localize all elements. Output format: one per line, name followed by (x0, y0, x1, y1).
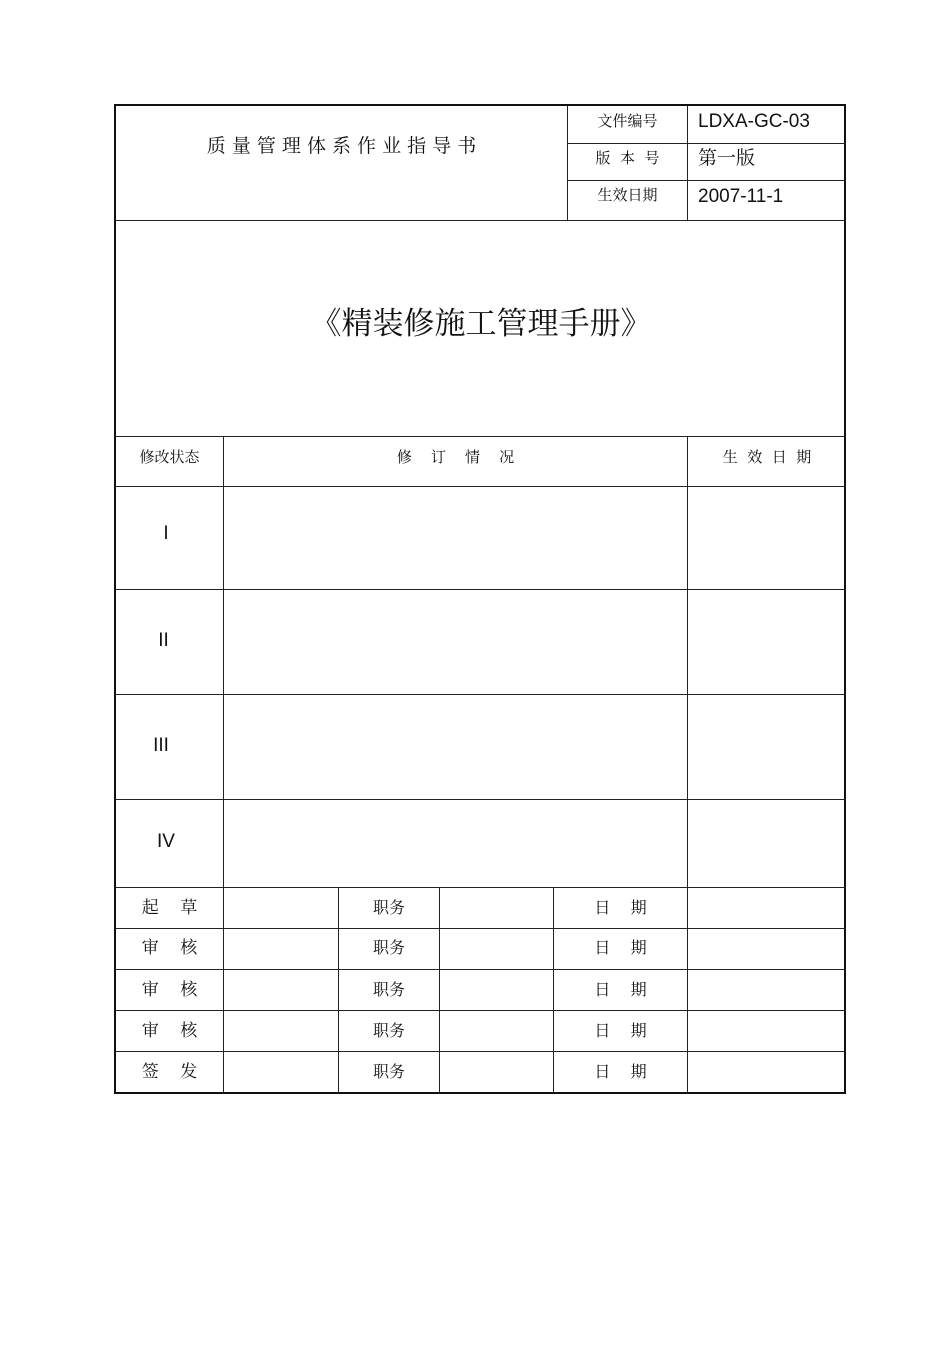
signoff-row1-divider (116, 928, 846, 929)
version-label: 版 本 号 (595, 148, 660, 167)
document-form (114, 104, 846, 1094)
revision-row2-divider (116, 694, 846, 695)
revision-status-1: I (163, 522, 169, 544)
signoff-row3-divider (116, 1010, 846, 1011)
signoff-date-label: 日 期 (594, 1062, 647, 1081)
signoff-role-reviewer: 审 核 (141, 1020, 198, 1041)
signoff-date-label: 日 期 (594, 898, 647, 917)
signoff-position-label: 职务 (372, 1021, 405, 1040)
signoff-role-reviewer: 审 核 (141, 937, 198, 958)
revision-bottom-divider (116, 887, 846, 888)
header-bottom-divider (116, 220, 846, 221)
signoff-row2-divider (116, 969, 846, 970)
effective-date-label: 生效日期 (597, 185, 658, 204)
signoff-role-reviewer: 审 核 (141, 979, 198, 1000)
revision-status-3: III (153, 734, 169, 756)
file-number-label: 文件编号 (597, 111, 658, 130)
revision-row1-divider (116, 589, 846, 590)
effective-date-value: 2007-11-1 (698, 185, 784, 207)
document-title: 《精装修施工管理手册》 (310, 305, 652, 342)
revision-status-2: II (158, 629, 169, 651)
signoff-position-label: 职务 (372, 898, 405, 917)
signoff-date-label: 日 期 (594, 1021, 647, 1040)
signoff-position-label: 职务 (372, 980, 405, 999)
signoff-row4-divider (116, 1051, 846, 1052)
revision-row3-divider (116, 799, 846, 800)
signoff-position-label: 职务 (372, 938, 405, 957)
signoff-position-label: 职务 (372, 1062, 405, 1081)
version-value: 第一版 (698, 146, 756, 169)
signoff-role-issuer: 签 发 (141, 1061, 198, 1082)
signoff-position-divider (439, 887, 440, 1092)
revision-status-header: 修改状态 (139, 447, 200, 466)
signoff-date-label: 日 期 (594, 980, 647, 999)
revision-status-divider (223, 436, 224, 1092)
file-number-value: LDXA-GC-03 (698, 110, 810, 132)
revision-status-4: IV (157, 830, 175, 852)
revision-date-divider (687, 436, 688, 1092)
signoff-date-label: 日 期 (594, 938, 647, 957)
doc-type-title: 质 量 管 理 体 系 作 业 指 导 书 (206, 134, 477, 157)
revision-details-header: 修 订 情 况 (396, 447, 515, 466)
signoff-role-drafter: 起 草 (141, 897, 198, 918)
revision-header-divider (116, 486, 846, 487)
header-value-divider (687, 106, 688, 220)
revision-date-header: 生 效 日 期 (722, 447, 812, 466)
